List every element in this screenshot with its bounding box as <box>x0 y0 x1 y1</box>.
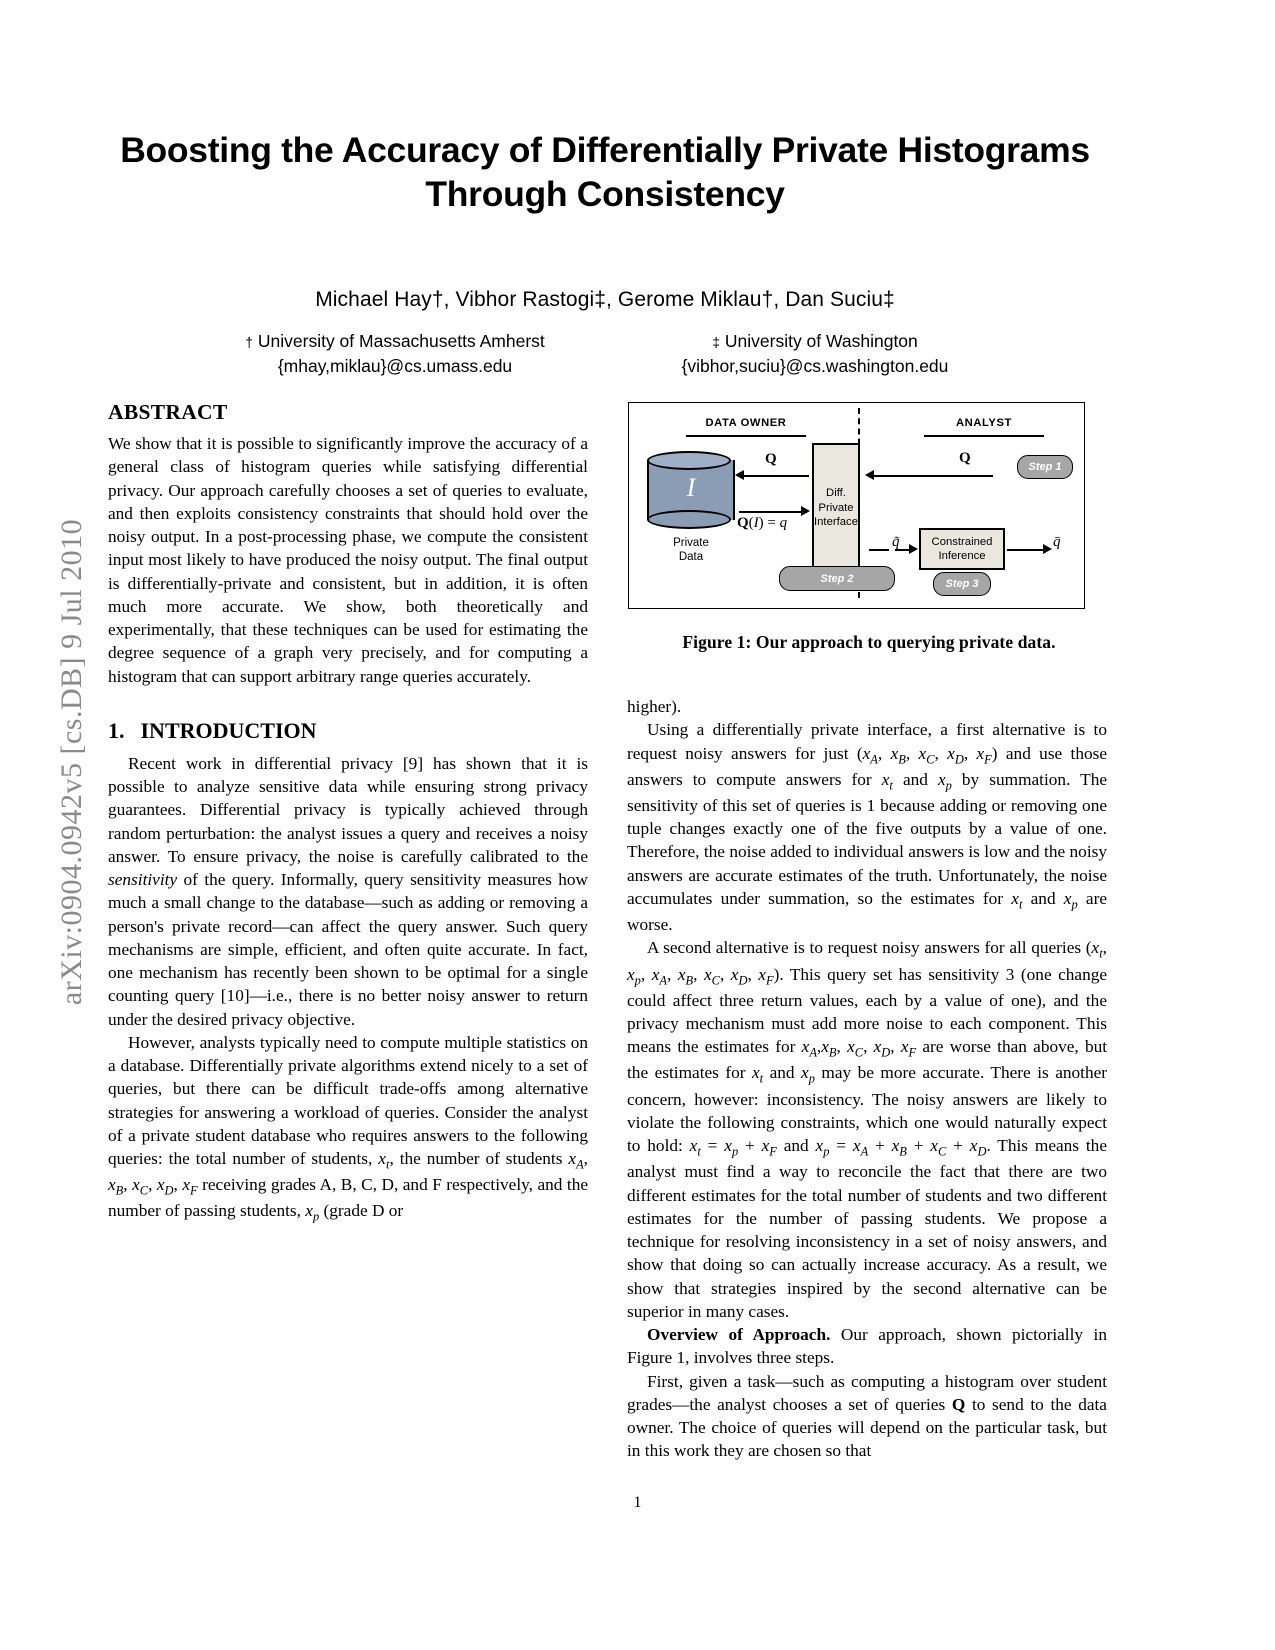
section-number: 1. <box>108 717 125 743</box>
step-3-badge: Step 3 <box>933 572 991 596</box>
intro-paragraph-1: Recent work in differential privacy [9] has shown that it is possible to analyze sensitive data while ensuring strong privacy guarantees. Differential privacy is typically achieved through random perturbation: the analyst issues a query and receives a noisy answer. To ensure privacy, the noise is carefully calibrated to the sensitivity of the query. Informally, query sensitivity measures how much a small change to the database—such as adding or removing a person's private record—can affect the query answer. Such query mechanisms are simple, efficient, and often quite accurate. In fact, one mechanism has recently been shown to be optimal for a single counting query [10]—i.e., there is no better noisy answer to return under the desired privacy objective. <box>108 753 588 1029</box>
step-1-badge: Step 1 <box>1017 455 1073 479</box>
affiliation-name: University of Massachusetts Amherst <box>257 331 545 352</box>
data-owner-header: DATA OWNER <box>671 417 821 437</box>
database-symbol: I <box>686 473 696 502</box>
right-paragraph-2: A second alternative is to request noisy answers for all queries ($x_t$, $x_p$, $x_A$, $x_B$, $x_C$, $x_D$, $x_F$). This query set has sensitivity 3 (one change could affect three return values, each by a value of one), and the privacy mechanism must add more noise to each component. This means the estimates for $x_A,x_B$, $x_C$, $x_D$, $x_F$ are worse than above, but the estimates for $x_t$ and $x_p$ may be more accurate. There is another concern, however: inconsistency. The noisy answers are likely to violate the following constraints, which one would naturally expect to hold: $x_t = x_p + x_F$ and $x_p = x_A + x_B + x_C + x_D$. This means the analyst must find a way to reconcile the fact that there are two different estimates for the total number of students and two different estimates for the number of passing students. We propose a technique for resolving inconsistency in a set of noisy answers, and show that doing so can actually increase accuracy. As a result, we show that strategies inspired by the second alternative can be superior in many cases. <box>627 938 1108 1321</box>
affiliation-1 <box>605 329 1025 379</box>
abstract-heading: ABSTRACT <box>108 400 228 424</box>
step-2-badge: Step 2 <box>779 566 895 591</box>
analyst-header: ANALYST <box>909 417 1059 437</box>
overview-paragraph-2: First, given a task—such as computing a histogram over student grades—the analyst chooses a set of queries Q to send to the data owner. The choice of queries will depend on the particular task, but in this work they are chosen so that <box>627 1371 1107 1461</box>
diff-private-interface: Diff. Private Interface <box>812 443 860 573</box>
affiliation-email: {vibhor,suciu}@cs.washington.edu <box>681 355 949 376</box>
noisy-answer-label: q̃ <box>892 534 900 550</box>
page-number: 1 <box>633 1494 642 1511</box>
affiliations <box>105 329 1105 379</box>
answer-label: Q(I) = q <box>737 515 788 531</box>
affiliation-mark: † <box>245 334 253 351</box>
figure-caption: Figure 1: Our approach to querying private data. <box>682 632 1056 652</box>
private-data-label: Private Data <box>673 537 709 564</box>
introduction-heading <box>108 718 588 744</box>
overview-text: Our approach, shown pictorially in Figure 1, involves three steps. <box>627 1325 1107 1368</box>
left-column <box>108 400 588 1226</box>
noisy-answer-arrow-head <box>909 544 918 554</box>
affiliation-email: {mhay,miklau}@cs.umass.edu <box>277 355 513 376</box>
database-cylinder-icon <box>647 451 735 529</box>
affiliation-mark: ‡ <box>712 334 720 351</box>
intro-paragraph-2: However, analysts typically need to compute multiple statistics on a database. Differentially private algorithms extend nicely to a set of queries, but there can be difficult trade-offs among alternative strategies for answering a workload of queries. Consider the analyst of a private student database who requires answers to the following queries: the total number of students, $x_t$, the number of students $x_A$, $x_B$, $x_C$, $x_D$, $x_F$ receiving grades A, B, C, D, and F respectively, and the number of passing students, $x_p$ (grade D or <box>108 1032 589 1224</box>
query-arrow-owner <box>743 475 809 477</box>
query-label-owner: Q <box>765 451 777 467</box>
right-paragraph-1: Using a differentially private interface, a first alternative is to request noisy answers for just ($x_A$, $x_B$, $x_C$, $x_D$, $x_F$) and use those answers to compute answers for $x_t$ and $x_p$ by summation. The sensitivity of this set of queries is 1 because adding or removing one tuple changes exactly one of the five outputs by a value of one. Therefore, the noise added to individual answers is low and the noisy answers are accurate estimates of the truth. Unfortunately, the noise accumulates under summation, so the estimates for $x_t$ and $x_p$ are worse. <box>627 720 1108 935</box>
right-column <box>627 695 1107 1463</box>
query-arrow-analyst <box>873 475 993 477</box>
abstract-text: We show that it is possible to significantly improve the accuracy of a general class of histogram queries while satisfying differential privacy. Our approach carefully chooses a set of queries to evaluate, and then exploits consistency constraints that should hold over the noisy output. In a post-processing phase, we compute the consistent input most likely to have produced the noisy output. The final output is differentially-private and consistent, but in addition, it is often much more accurate. We show, both theoretically and experimentally, that these techniques can be used for estimating the degree sequence of a graph very precisely, and for computing a histogram that can support arbitrary range queries accurately. <box>108 434 588 686</box>
overview-heading: Overview of Approach. <box>647 1325 831 1344</box>
constrained-inference-box: Constrained Inference <box>919 528 1005 570</box>
sensitivity-term: sensitivity <box>108 870 178 889</box>
figure-diagram <box>628 402 1085 609</box>
query-arrow-owner-head <box>735 470 744 480</box>
figure-1 <box>627 402 1111 653</box>
section-title: INTRODUCTION <box>140 717 317 743</box>
arxiv-stamp: arXiv:0904.0942v5 [cs.DB] 9 Jul 2010 <box>55 518 88 1006</box>
answer-arrow-head <box>801 506 810 516</box>
right-continuation: higher). <box>627 697 682 716</box>
answer-arrow <box>739 511 803 513</box>
final-answer-line <box>1007 549 1045 551</box>
final-answer-arrow-head <box>1043 544 1052 554</box>
affiliation-0 <box>185 329 605 379</box>
query-arrow-analyst-head <box>865 470 874 480</box>
query-label-analyst: Q <box>959 450 971 466</box>
overview-paragraph <box>627 1323 1107 1370</box>
page-title: Boosting the Accuracy of Differentially Private Histograms Through Consistency <box>120 130 1090 215</box>
title-block <box>105 128 1105 379</box>
author-list: Michael Hay†, Vibhor Rastogi‡, Gerome Miklau†, Dan Suciu‡ <box>315 288 895 312</box>
noisy-answer-line-left <box>869 549 889 551</box>
affiliation-name: University of Washington <box>724 331 918 352</box>
final-answer-label: q̄ <box>1053 534 1061 550</box>
